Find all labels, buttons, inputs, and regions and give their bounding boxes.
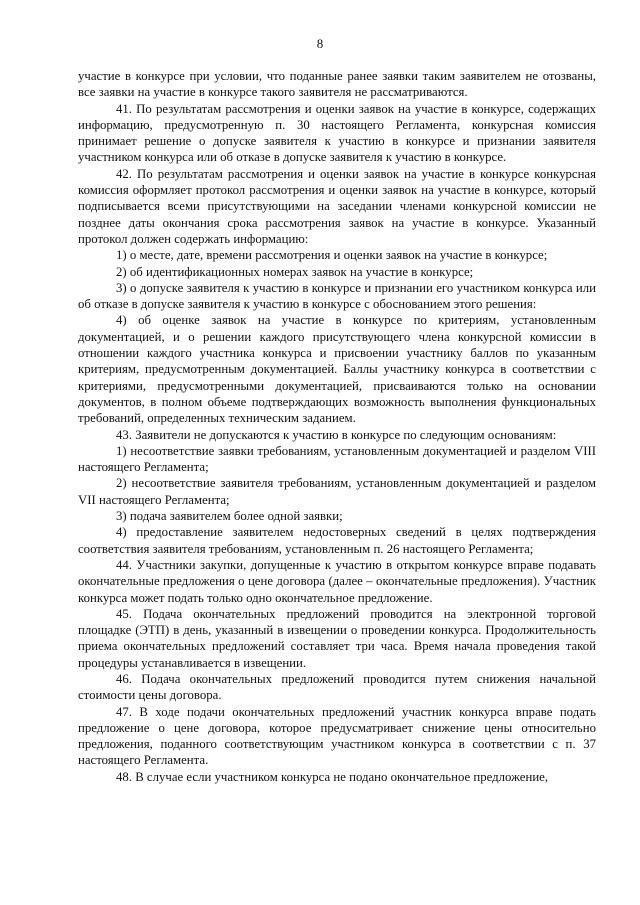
paragraph-p44: 44. Участники закупки, допущенные к участию в открытом конкурсе вправе подавать окончательные предложения о цене договора (далее – окончательные предложения). Участник конкурса может подать только одно окончательное предложение. — [78, 557, 596, 605]
paragraph-p0: участие в конкурсе при условии, что поданные ранее заявки таким заявителем не отозваны, все заявки на участие в конкурсе такого заявителя не рассматриваются. — [78, 69, 596, 100]
paragraph-p43: 43. Заявители не допускаются к участию в конкурсе по следующим основаниям: — [116, 427, 557, 442]
paragraph-p43-3: 3) подача заявителем более одной заявки; — [116, 509, 343, 524]
paragraph-p41: 41. По результатам рассмотрения и оценки заявок на участие в конкурсе, содержащих информацию, предусмотренную п. 30 настоящего Регламента, конкурсная комиссия принимает решение о допуске заявителя к участию в конкурсе и признании заявителя участником конкурса или об отказе в допуске заявителя к участию в конкурсе. — [78, 101, 596, 165]
page-number: 8 — [316, 36, 324, 51]
paragraph-p48: 48. В случае если участником конкурса не подано окончательное предложение, — [116, 769, 549, 784]
paragraph-p42-3: 3) о допуске заявителя к участию в конкурсе и признании его участником конкурса или об отказе в допуске заявителя к участию в конкурсе с обоснованием этого решения: — [78, 280, 596, 312]
paragraph-p43-4: 4) предоставление заявителем недостоверных сведений в целях подтверждения соответствия заявителя требованиям, установленным п. 26 настоящего Регламента; — [78, 525, 596, 556]
document-body — [78, 68, 596, 785]
paragraph-p46: 46. Подача окончательных предложений проводится путем снижения начальной стоимости цены договора. — [78, 671, 596, 703]
paragraph-p47: 47. В ходе подачи окончательных предложений участник конкурса вправе подать предложение о цене договора, которое предусматривает снижение цены относительно предложения, поданного соответствующим участником конкурса в соответствии с п. 37 настоящего Регламента. — [78, 704, 596, 768]
paragraph-p42-4: 4) об оценке заявок на участие в конкурсе по критериям, установленным документацией, и о решении каждого присутствующего члена конкурсной комиссии в отношении каждого участника конкурса и присвоении участнику баллов по указанным критериям, предусмотренным документацией. Баллы участнику конкурса в соответствии с критериями, предусмотренными документацией, присваиваются только на основании документов, в полном объеме подтверждающих возможность выполнения функциональных требований, определенных техническим заданием. — [78, 313, 596, 426]
paragraph-p42-2: 2) об идентификационных номерах заявок на участие в конкурсе; — [116, 264, 474, 279]
paragraph-p45: 45. Подача окончательных предложений проводится на электронной торговой площадке (ЭТП) в день, указанный в извещении о проведении конкурса. Продолжительность приема окончательных предложений составляет три часа. Время начала проведения такой процедуры устанавливается в извещении. — [78, 606, 596, 670]
paragraph-p43-1: 1) несоответствие заявки требованиям, установленным документацией и разделом VIII настоящего Регламента; — [78, 443, 596, 475]
paragraph-p42-1: 1) о месте, дате, времени рассмотрения и оценки заявок на участие в конкурсе; — [116, 248, 548, 263]
paragraph-p42: 42. По результатам рассмотрения и оценки заявок на участие в конкурсе конкурсная комиссия оформляет протокол рассмотрения и оценки заявок на участие в конкурсе, который подписывается всеми присутствующими на заседании членами конкурсной комиссии не позднее даты окончания срока рассмотрения заявок на участие в конкурсе. Указанный протокол должен содержать информацию: — [78, 166, 596, 246]
paragraph-p43-2: 2) несоответствие заявителя требованиям, установленным документацией и разделом VII настоящего Регламента; — [78, 476, 596, 507]
